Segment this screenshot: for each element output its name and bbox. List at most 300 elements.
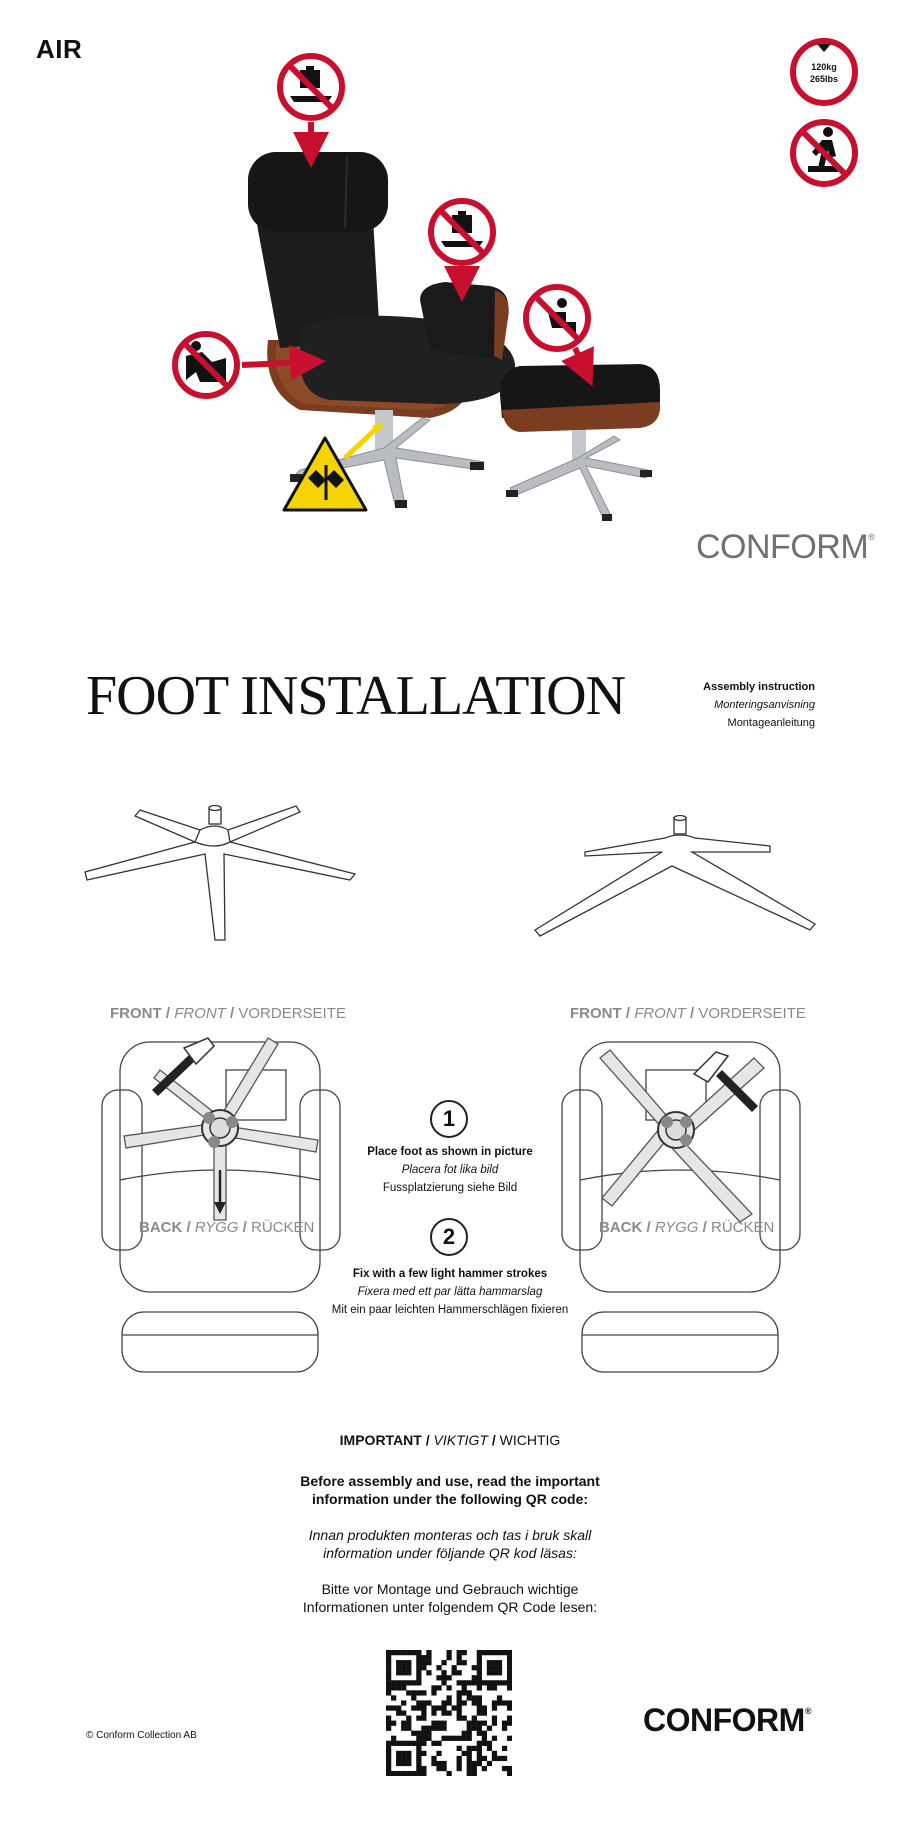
important-text-sv — [250, 1526, 650, 1562]
qr-module — [502, 1746, 507, 1751]
qr-module — [401, 1660, 406, 1665]
qr-module — [497, 1665, 502, 1670]
qr-module — [426, 1736, 431, 1741]
qr-module — [406, 1716, 411, 1721]
qr-module — [452, 1736, 457, 1741]
back-sv: RYGG — [654, 1219, 699, 1236]
weight-limit-lbs: 265lbs — [809, 74, 839, 84]
qr-module — [391, 1695, 396, 1700]
qr-module — [386, 1746, 391, 1751]
back-en: BACK — [599, 1219, 643, 1236]
sep: / — [242, 1219, 247, 1236]
qr-module — [441, 1766, 446, 1771]
qr-module — [472, 1771, 477, 1776]
qr-module — [386, 1726, 391, 1731]
qr-module — [507, 1650, 512, 1655]
brand-mark: ® — [804, 1706, 811, 1716]
qr-module — [441, 1721, 446, 1726]
qr-module — [416, 1766, 421, 1771]
document-type-languages — [703, 678, 815, 732]
qr-module — [421, 1751, 426, 1756]
weight-limit-icon — [793, 41, 855, 103]
qr-module — [431, 1726, 436, 1731]
qr-module — [391, 1685, 396, 1690]
qr-module — [411, 1705, 416, 1710]
front-label-right — [570, 1005, 806, 1022]
qr-module — [441, 1700, 446, 1705]
step-1-sv: Placera fot lika bild — [401, 1164, 499, 1176]
qr-module — [386, 1721, 391, 1726]
qr-module — [462, 1751, 467, 1756]
qr-module — [391, 1736, 396, 1741]
qr-module — [492, 1721, 497, 1726]
qr-module — [441, 1736, 446, 1741]
qr-module — [386, 1685, 391, 1690]
qr-module — [472, 1746, 477, 1751]
qr-module — [386, 1761, 391, 1766]
qr-module — [421, 1665, 426, 1670]
qr-module — [416, 1761, 421, 1766]
qr-module — [482, 1741, 487, 1746]
qr-module — [472, 1680, 477, 1685]
qr-module — [497, 1700, 502, 1705]
qr-module — [396, 1751, 401, 1756]
qr-module — [477, 1670, 482, 1675]
qr-module — [482, 1756, 487, 1761]
qr-module — [462, 1700, 467, 1705]
qr-module — [446, 1675, 451, 1680]
qr-module — [436, 1665, 441, 1670]
front-en: FRONT — [570, 1005, 622, 1022]
important-text-en — [250, 1472, 650, 1508]
qr-module — [416, 1741, 421, 1746]
qr-module — [386, 1741, 391, 1746]
qr-module — [411, 1695, 416, 1700]
qr-module — [391, 1650, 396, 1655]
qr-code[interactable] — [386, 1650, 512, 1776]
qr-module — [477, 1726, 482, 1731]
qr-module — [421, 1771, 426, 1776]
qr-module — [401, 1670, 406, 1675]
qr-module — [401, 1741, 406, 1746]
qr-module — [467, 1731, 472, 1736]
qr-module — [492, 1700, 497, 1705]
qr-module — [421, 1766, 426, 1771]
qr-module — [411, 1690, 416, 1695]
qr-module — [431, 1721, 436, 1726]
qr-module — [441, 1726, 446, 1731]
qr-module — [401, 1665, 406, 1670]
important-de-line-2: Informationen unter folgendem QR Code lesen: — [302, 1599, 598, 1615]
qr-module — [492, 1650, 497, 1655]
qr-module — [401, 1771, 406, 1776]
qr-module — [421, 1710, 426, 1715]
qr-module — [446, 1771, 451, 1776]
qr-module — [492, 1716, 497, 1721]
qr-module — [391, 1721, 396, 1726]
qr-module — [492, 1736, 497, 1741]
qr-module — [507, 1680, 512, 1685]
qr-module — [467, 1756, 472, 1761]
qr-module — [467, 1771, 472, 1776]
qr-module — [426, 1731, 431, 1736]
qr-module — [431, 1741, 436, 1746]
qr-module — [477, 1705, 482, 1710]
weight-limit-kg: 120kg — [811, 62, 837, 72]
back-sv: RYGG — [194, 1219, 239, 1236]
pinch-hazard-warning-icon — [284, 422, 383, 510]
qr-module — [482, 1766, 487, 1771]
qr-module — [487, 1726, 492, 1731]
qr-module — [482, 1705, 487, 1710]
qr-module — [497, 1680, 502, 1685]
qr-module — [441, 1761, 446, 1766]
qr-module — [487, 1761, 492, 1766]
brand-name: CONFORM — [696, 528, 869, 566]
qr-module — [406, 1690, 411, 1695]
base-five-star-drawing — [85, 806, 355, 941]
qr-module — [446, 1710, 451, 1715]
qr-module — [431, 1761, 436, 1766]
qr-module — [492, 1705, 497, 1710]
qr-module — [502, 1756, 507, 1761]
qr-module — [436, 1675, 441, 1680]
qr-module — [421, 1726, 426, 1731]
qr-module — [467, 1680, 472, 1685]
qr-module — [482, 1721, 487, 1726]
qr-module — [396, 1710, 401, 1715]
qr-module — [441, 1670, 446, 1675]
qr-module — [386, 1675, 391, 1680]
qr-module — [477, 1751, 482, 1756]
qr-module — [406, 1726, 411, 1731]
qr-module — [487, 1650, 492, 1655]
qr-module — [436, 1766, 441, 1771]
doc-type-de: Montageanleitung — [727, 717, 815, 729]
qr-module — [441, 1705, 446, 1710]
qr-module — [457, 1710, 462, 1715]
qr-module — [467, 1766, 472, 1771]
qr-module — [462, 1650, 467, 1655]
sep: / — [625, 1005, 631, 1022]
qr-module — [477, 1761, 482, 1766]
front-en: FRONT — [110, 1005, 162, 1022]
qr-module — [482, 1650, 487, 1655]
step-1-number: 1 — [430, 1100, 468, 1138]
qr-module — [441, 1680, 446, 1685]
model-name: AIR — [36, 34, 83, 64]
qr-module — [467, 1726, 472, 1731]
qr-module — [401, 1685, 406, 1690]
qr-module — [441, 1710, 446, 1715]
qr-module — [416, 1680, 421, 1685]
qr-module — [436, 1721, 441, 1726]
qr-module — [421, 1741, 426, 1746]
back-de: RÜCKEN — [251, 1219, 315, 1236]
qr-module — [436, 1741, 441, 1746]
qr-module — [406, 1660, 411, 1665]
qr-module — [462, 1731, 467, 1736]
important-en-line-2: information under the following QR code: — [311, 1491, 589, 1507]
qr-module — [416, 1756, 421, 1761]
front-label-left — [110, 1005, 346, 1022]
qr-module — [457, 1761, 462, 1766]
qr-module — [467, 1736, 472, 1741]
sep: / — [425, 1432, 430, 1448]
back-de: RÜCKEN — [711, 1219, 775, 1236]
brand-logo-bottom — [643, 1702, 811, 1739]
qr-module — [457, 1736, 462, 1741]
sep: / — [186, 1219, 191, 1236]
qr-module — [482, 1710, 487, 1715]
qr-module — [446, 1655, 451, 1660]
qr-module — [507, 1721, 512, 1726]
step-1-en: Place foot as shown in picture — [367, 1146, 533, 1158]
qr-module — [477, 1650, 482, 1655]
qr-module — [477, 1665, 482, 1670]
important-sv-line-2: information under följande QR kod läsas: — [323, 1545, 577, 1561]
qr-module — [421, 1655, 426, 1660]
qr-module — [396, 1685, 401, 1690]
no-standing-icon — [793, 122, 855, 184]
qr-module — [446, 1700, 451, 1705]
qr-module — [436, 1685, 441, 1690]
qr-module — [396, 1756, 401, 1761]
qr-module — [446, 1685, 451, 1690]
sep: / — [491, 1432, 496, 1448]
step-1-de: Fussplatzierung siehe Bild — [382, 1182, 518, 1194]
qr-module — [416, 1655, 421, 1660]
qr-module — [457, 1716, 462, 1721]
qr-module — [467, 1761, 472, 1766]
qr-module — [507, 1736, 512, 1741]
front-sv: FRONT — [634, 1005, 686, 1022]
qr-module — [507, 1766, 512, 1771]
back-label-left — [139, 1219, 314, 1236]
qr-module — [462, 1736, 467, 1741]
qr-module — [396, 1771, 401, 1776]
qr-module — [416, 1716, 421, 1721]
qr-module — [477, 1721, 482, 1726]
back-en: BACK — [139, 1219, 183, 1236]
qr-module — [401, 1751, 406, 1756]
qr-module — [507, 1716, 512, 1721]
qr-module — [416, 1665, 421, 1670]
qr-module — [416, 1751, 421, 1756]
important-text-de — [250, 1580, 650, 1616]
qr-module — [467, 1690, 472, 1695]
front-de: VORDERSEITE — [238, 1005, 346, 1022]
qr-module — [472, 1695, 477, 1700]
qr-module — [472, 1761, 477, 1766]
qr-module — [477, 1675, 482, 1680]
qr-module — [507, 1771, 512, 1776]
sep: / — [646, 1219, 651, 1236]
qr-module — [391, 1741, 396, 1746]
step-2-text — [300, 1265, 600, 1319]
qr-module — [386, 1751, 391, 1756]
qr-module — [406, 1761, 411, 1766]
qr-module — [457, 1746, 462, 1751]
step-2-de: Mit ein paar leichten Hammerschlägen fixieren — [331, 1304, 569, 1316]
base-four-star-drawing — [535, 816, 815, 937]
qr-module — [386, 1690, 391, 1695]
qr-module — [462, 1690, 467, 1695]
qr-module — [416, 1731, 421, 1736]
qr-module — [406, 1665, 411, 1670]
qr-module — [502, 1766, 507, 1771]
qr-module — [426, 1700, 431, 1705]
sep: / — [165, 1005, 171, 1022]
qr-module — [477, 1700, 482, 1705]
qr-module — [401, 1761, 406, 1766]
doc-type-en: Assembly instruction — [703, 681, 815, 693]
qr-module — [386, 1680, 391, 1685]
qr-module — [472, 1675, 477, 1680]
qr-module — [477, 1746, 482, 1751]
qr-module — [426, 1670, 431, 1675]
qr-module — [421, 1731, 426, 1736]
qr-module — [386, 1665, 391, 1670]
qr-module — [431, 1756, 436, 1761]
qr-module — [401, 1650, 406, 1655]
qr-module — [487, 1660, 492, 1665]
qr-module — [507, 1655, 512, 1660]
qr-module — [406, 1741, 411, 1746]
important-de: WICHTIG — [499, 1432, 561, 1448]
qr-module — [386, 1766, 391, 1771]
qr-module — [406, 1680, 411, 1685]
qr-module — [457, 1655, 462, 1660]
sep: / — [702, 1219, 707, 1236]
copyright: © Conform Collection AB — [86, 1730, 197, 1741]
important-sv: VIKTIGT — [433, 1432, 488, 1448]
qr-module — [421, 1700, 426, 1705]
qr-module — [386, 1670, 391, 1675]
qr-module — [462, 1685, 467, 1690]
qr-module — [396, 1761, 401, 1766]
qr-module — [391, 1705, 396, 1710]
qr-module — [416, 1675, 421, 1680]
qr-module — [416, 1690, 421, 1695]
important-en-line-1: Before assembly and use, read the important — [300, 1473, 600, 1489]
qr-module — [391, 1680, 396, 1685]
qr-module — [472, 1700, 477, 1705]
chair-outline-right — [562, 1042, 800, 1372]
qr-module — [497, 1670, 502, 1675]
qr-module — [507, 1675, 512, 1680]
qr-module — [477, 1741, 482, 1746]
qr-module — [406, 1771, 411, 1776]
qr-module — [502, 1650, 507, 1655]
qr-module — [462, 1716, 467, 1721]
doc-type-sv: Monteringsanvisning — [714, 699, 815, 711]
important-en: IMPORTANT — [339, 1432, 422, 1448]
qr-module — [421, 1690, 426, 1695]
qr-module — [416, 1736, 421, 1741]
qr-module — [386, 1660, 391, 1665]
qr-module — [396, 1741, 401, 1746]
no-sitting-on-armrest-icon — [526, 287, 588, 370]
base-perspective-drawings — [0, 790, 901, 980]
no-weight-on-headrest-icon — [280, 56, 342, 150]
sep: / — [230, 1005, 235, 1022]
qr-module — [406, 1756, 411, 1761]
step-1-text — [300, 1143, 600, 1197]
qr-module — [507, 1665, 512, 1670]
qr-module — [457, 1680, 462, 1685]
qr-module — [431, 1690, 436, 1695]
qr-module — [477, 1660, 482, 1665]
important-de-line-1: Bitte vor Montage und Gebrauch wichtige — [321, 1581, 579, 1597]
qr-module — [396, 1680, 401, 1685]
qr-module — [406, 1721, 411, 1726]
qr-module — [396, 1670, 401, 1675]
qr-module — [406, 1670, 411, 1675]
qr-module — [497, 1660, 502, 1665]
qr-module — [482, 1731, 487, 1736]
qr-module — [396, 1650, 401, 1655]
qr-module — [472, 1721, 477, 1726]
qr-module — [507, 1685, 512, 1690]
qr-module — [446, 1695, 451, 1700]
qr-module — [436, 1761, 441, 1766]
qr-module — [457, 1705, 462, 1710]
qr-module — [507, 1700, 512, 1705]
qr-module — [386, 1655, 391, 1660]
qr-module — [386, 1716, 391, 1721]
qr-module — [507, 1705, 512, 1710]
qr-module — [502, 1726, 507, 1731]
qr-module — [502, 1680, 507, 1685]
qr-module — [411, 1771, 416, 1776]
qr-module — [411, 1741, 416, 1746]
qr-module — [502, 1721, 507, 1726]
qr-module — [421, 1716, 426, 1721]
top-down-diagrams — [0, 1030, 901, 1380]
qr-module — [441, 1675, 446, 1680]
qr-module — [497, 1695, 502, 1700]
qr-module — [416, 1700, 421, 1705]
qr-module — [396, 1660, 401, 1665]
qr-module — [487, 1685, 492, 1690]
qr-module — [401, 1726, 406, 1731]
qr-module — [416, 1771, 421, 1776]
qr-module — [386, 1650, 391, 1655]
qr-module — [431, 1685, 436, 1690]
page-title: FOOT INSTALLATION — [86, 665, 626, 727]
qr-module — [457, 1670, 462, 1675]
qr-module — [477, 1685, 482, 1690]
qr-module — [492, 1685, 497, 1690]
qr-module — [492, 1665, 497, 1670]
qr-module — [457, 1700, 462, 1705]
qr-module — [416, 1670, 421, 1675]
qr-module — [507, 1670, 512, 1675]
front-de: VORDERSEITE — [698, 1005, 806, 1022]
brand-logo-top — [696, 528, 874, 567]
step-2-en: Fix with a few light hammer strokes — [352, 1268, 548, 1280]
qr-module — [411, 1650, 416, 1655]
qr-module — [401, 1710, 406, 1715]
qr-module — [467, 1721, 472, 1726]
qr-module — [467, 1746, 472, 1751]
qr-module — [467, 1695, 472, 1700]
qr-module — [472, 1716, 477, 1721]
qr-module — [477, 1680, 482, 1685]
qr-module — [401, 1756, 406, 1761]
qr-module — [477, 1756, 482, 1761]
